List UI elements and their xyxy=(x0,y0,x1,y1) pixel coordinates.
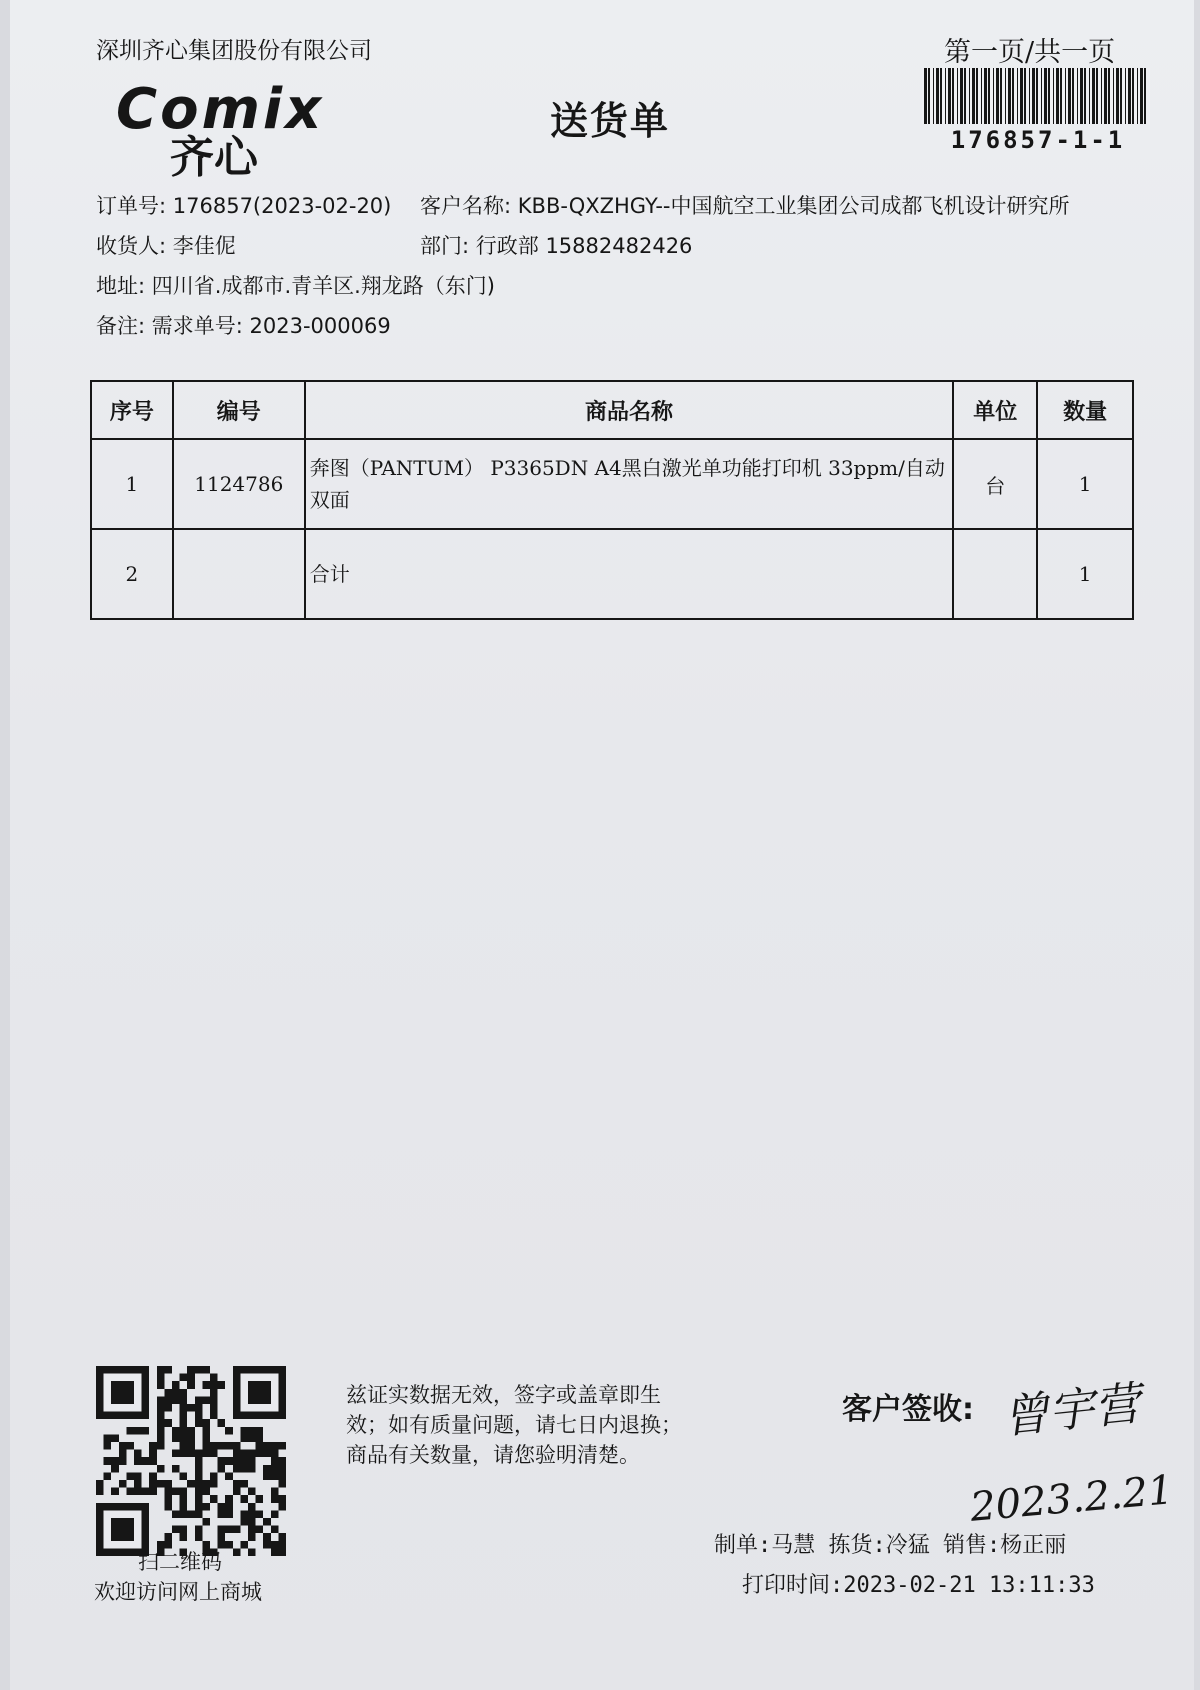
header-name: 商品名称 xyxy=(305,381,954,439)
staff-info: 制单:马慧 拣货:冷猛 销售:杨正丽 xyxy=(714,1533,1067,1558)
delivery-note-paper xyxy=(10,0,1194,1690)
header-seq: 序号 xyxy=(91,381,173,439)
page-indicator: 第一页/共一页 xyxy=(944,37,1116,68)
qr-caption-mall: 欢迎访问网上商城 xyxy=(94,1580,262,1604)
handwritten-signature: 曾宇营 xyxy=(999,1375,1143,1445)
cell-seq: 1 xyxy=(91,439,173,529)
goods-table xyxy=(90,380,1134,620)
table-row xyxy=(91,439,1133,529)
cell-name: 合计 xyxy=(305,529,954,619)
order-number-value: 176857(2023-02-20) xyxy=(172,194,392,218)
document-title: 送货单 xyxy=(550,99,671,143)
remark-label: 备注: xyxy=(96,314,146,338)
company-name: 深圳齐心集团股份有限公司 xyxy=(96,38,372,64)
cell-code xyxy=(173,529,305,619)
remark xyxy=(96,310,391,340)
handwritten-date: 2023.2.21 xyxy=(968,1467,1176,1531)
notice-text xyxy=(346,1380,746,1471)
customer-name xyxy=(420,190,1070,220)
customer-value: KBB-QXZHGY--中国航空工业集团公司成都飞机设计研究所 xyxy=(517,194,1070,218)
table-row xyxy=(91,529,1133,619)
cell-unit: 台 xyxy=(953,439,1037,529)
header-code: 编号 xyxy=(173,381,305,439)
remark-value: 需求单号: 2023-000069 xyxy=(151,314,391,338)
address-value: 四川省.成都市.青羊区.翔龙路（东门) xyxy=(151,274,495,298)
cell-code: 1124786 xyxy=(173,439,305,529)
barcode-icon xyxy=(922,68,1150,124)
receiver-label: 收货人: xyxy=(96,234,167,258)
header-qty: 数量 xyxy=(1037,381,1133,439)
table-header-row xyxy=(91,381,1133,439)
logo-text: Comix xyxy=(116,77,325,142)
department-value: 行政部 15882482426 xyxy=(475,234,693,258)
customer-sign-label: 客户签收: xyxy=(842,1392,974,1427)
cell-qty: 1 xyxy=(1037,529,1133,619)
print-time: 打印时间:2023-02-21 13:11:33 xyxy=(742,1573,1095,1598)
cell-qty: 1 xyxy=(1037,439,1133,529)
cell-name: 奔图（PANTUM） P3365DN A4黑白激光单功能打印机 33ppm/自动双面 xyxy=(305,439,954,529)
qr-caption: 扫二维码 xyxy=(138,1550,222,1574)
notice-line: 商品有关数量，请您验明清楚。 xyxy=(346,1443,640,1468)
notice-line: 兹证实数据无效，签字或盖章即生 xyxy=(346,1383,661,1407)
receiver-value: 李佳伲 xyxy=(172,234,236,258)
notice-line: 效；如有质量问题，请七日内退换； xyxy=(346,1413,682,1438)
department-label: 部门: xyxy=(420,234,470,258)
cell-unit xyxy=(953,529,1037,619)
qr-code-icon[interactable] xyxy=(96,1366,286,1556)
barcode-number: 176857-1-1 xyxy=(950,126,1126,154)
department xyxy=(420,230,692,260)
cell-seq: 2 xyxy=(91,529,173,619)
logo-chinese: 齐心 xyxy=(170,132,258,183)
receiver xyxy=(96,230,236,260)
order-number xyxy=(96,190,391,220)
order-number-label: 订单号: xyxy=(96,194,167,218)
address xyxy=(96,270,495,300)
address-label: 地址: xyxy=(96,274,146,298)
customer-label: 客户名称: xyxy=(420,194,512,218)
header-unit: 单位 xyxy=(953,381,1037,439)
